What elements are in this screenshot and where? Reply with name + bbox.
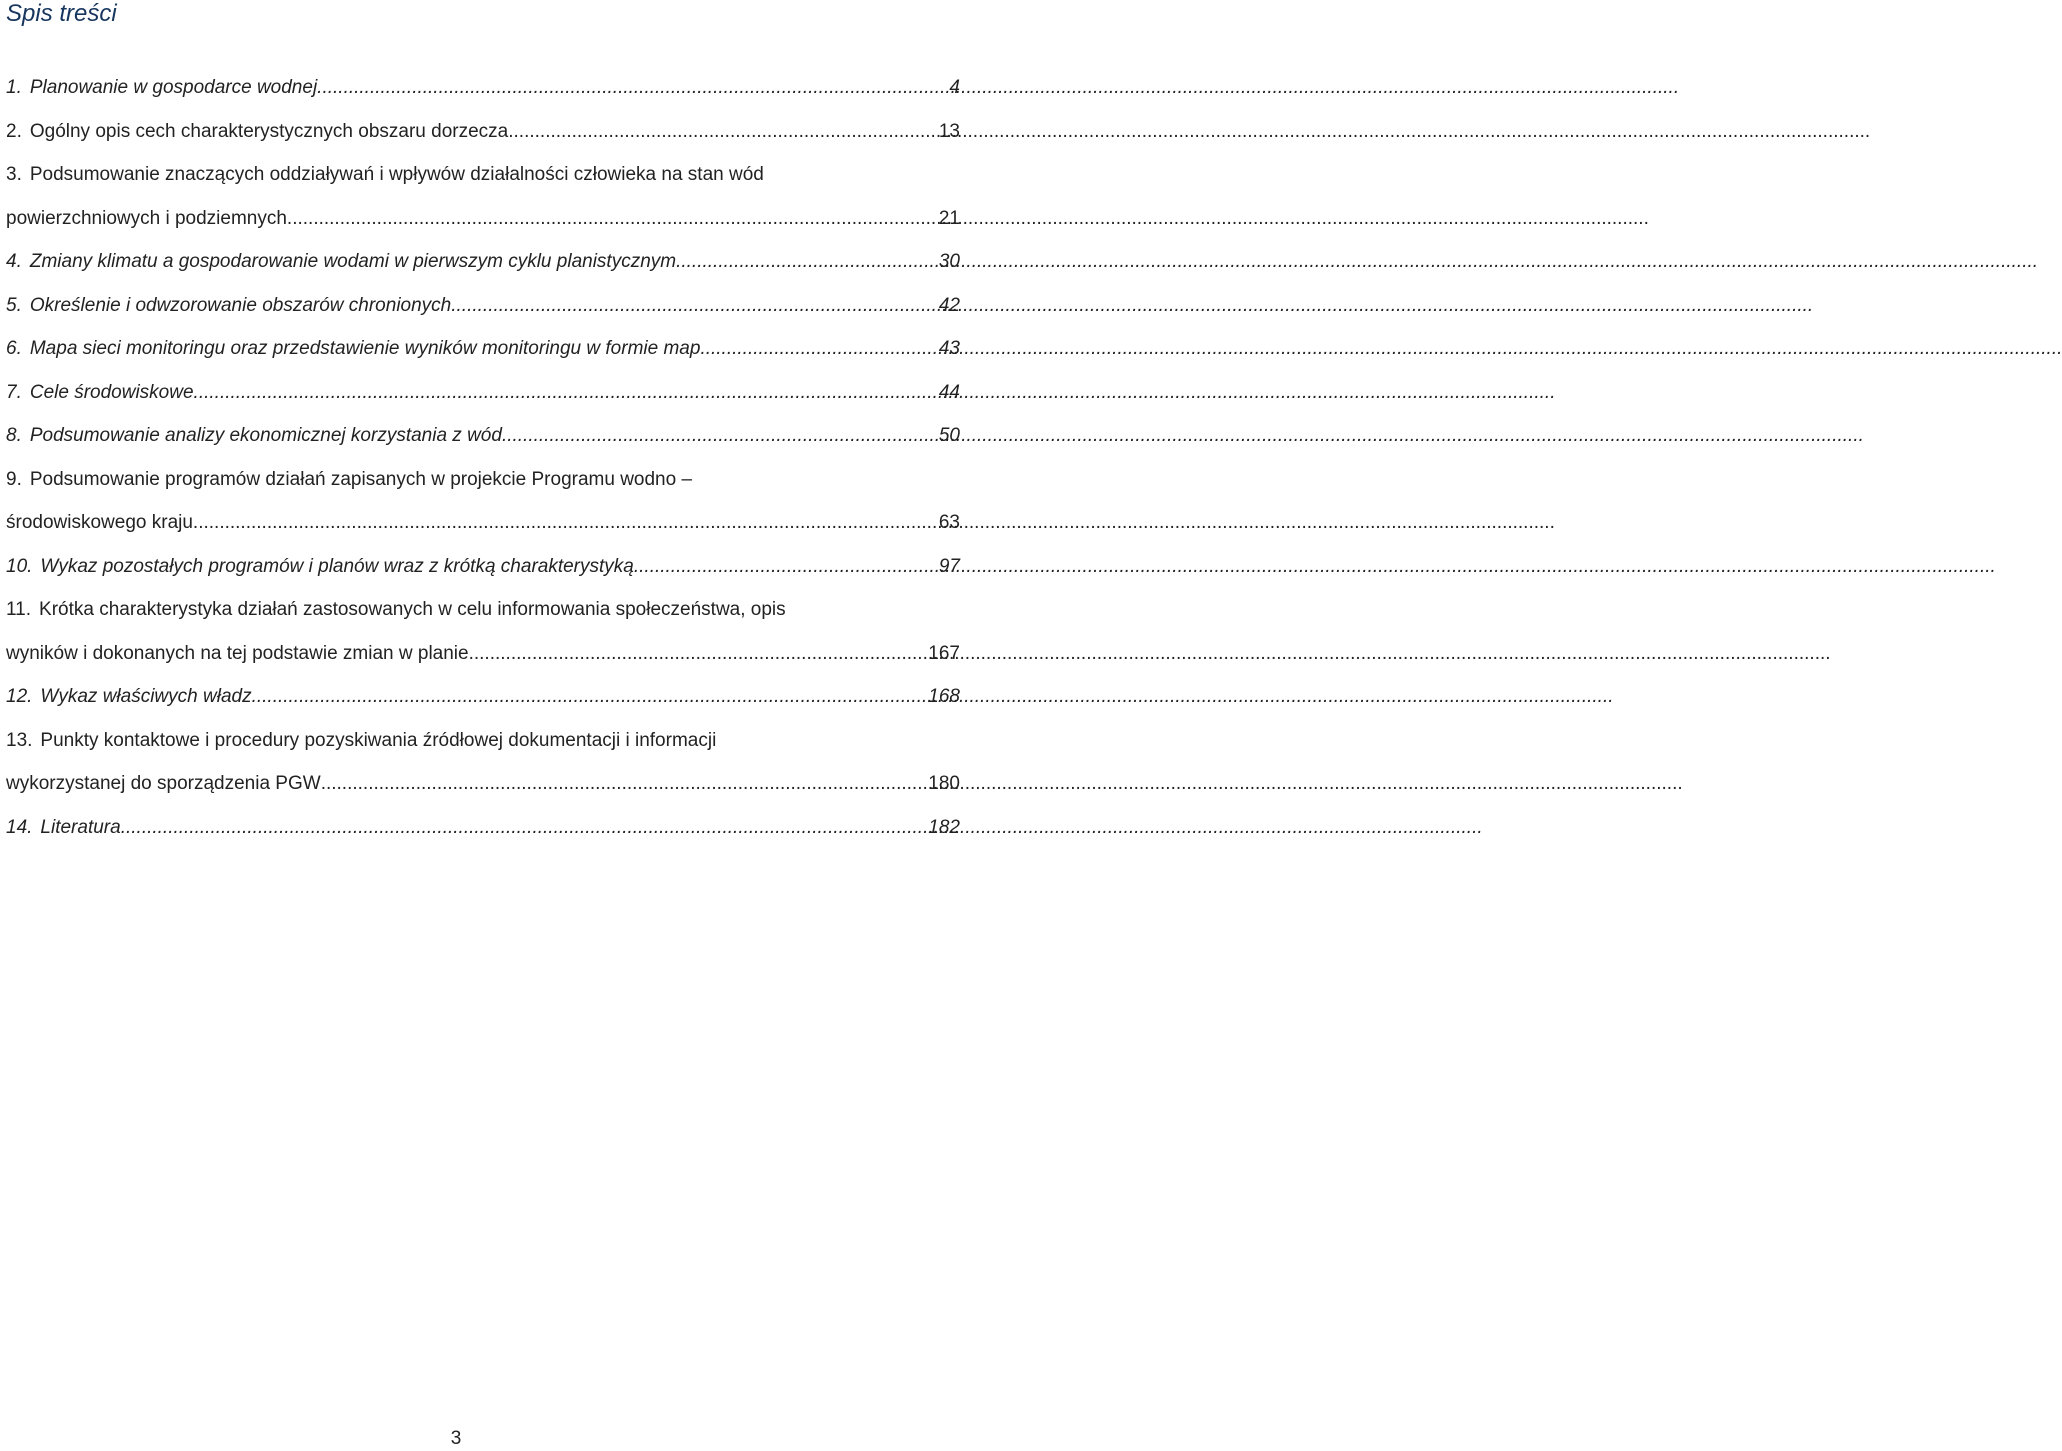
toc-entry-number: 1. xyxy=(6,77,22,98)
toc-entry-7[interactable] xyxy=(6,371,960,415)
toc-entry-number: 3. xyxy=(6,164,22,185)
toc-entry-number: 10. xyxy=(6,555,33,577)
toc-entry-4[interactable] xyxy=(6,240,960,284)
toc-entry-page: 13 xyxy=(938,120,960,142)
toc-entry-title: Planowanie w gospodarce wodnej xyxy=(29,77,318,98)
dot-leader xyxy=(508,110,938,154)
dot-leader xyxy=(121,806,928,850)
toc-entry-page: 167 xyxy=(928,642,960,664)
toc-entry-3[interactable] xyxy=(6,153,960,197)
toc-entry-title: Podsumowanie programów działań zapisanych w projekcie Programu wodno – xyxy=(29,468,693,490)
toc-entry-title-continuation: wyników i dokonanych na tej podstawie zmian w planie xyxy=(6,642,469,664)
toc-entry-number: 11. xyxy=(6,599,32,620)
toc-entry-title: Wykaz właściwych władz xyxy=(40,686,252,707)
toc-entry-page: 4 xyxy=(949,77,960,98)
toc-entry-page: 43 xyxy=(938,338,960,359)
toc-entry-number: 2. xyxy=(6,120,22,142)
toc-entry-title: Mapa sieci monitoringu oraz przedstawienie wyników monitoringu w formie map xyxy=(29,338,701,359)
toc-entry-page: 44 xyxy=(938,381,960,403)
toc-entry-3-continuation[interactable] xyxy=(6,197,960,241)
toc-entry-page: 97 xyxy=(938,555,960,577)
toc-entry-title: Ogólny opis cech charakterystycznych obszaru dorzecza xyxy=(29,120,509,142)
toc-entry-title: Zmiany klimatu a gospodarowanie wodami w pierwszym cyklu planistycznym xyxy=(29,251,677,272)
toc-entry-title-continuation: powierzchniowych i podziemnych xyxy=(6,207,287,229)
page-title: Spis treści xyxy=(6,0,117,27)
toc-entry-11-continuation[interactable] xyxy=(6,632,960,676)
toc-entry-title: Określenie i odwzorowanie obszarów chronionych xyxy=(29,294,452,316)
dot-leader xyxy=(321,762,928,806)
dot-leader xyxy=(287,197,938,241)
toc-entry-number: 4. xyxy=(6,251,22,272)
toc-entry-12[interactable] xyxy=(6,675,960,719)
toc-entry-number: 13. xyxy=(6,729,33,751)
dot-leader xyxy=(634,545,938,589)
toc-entry-10[interactable] xyxy=(6,545,960,589)
toc-entry-page: 182 xyxy=(928,816,960,838)
dot-leader xyxy=(469,632,928,676)
toc-entry-page: 30 xyxy=(938,251,960,272)
dot-leader xyxy=(700,327,937,371)
toc-entry-2[interactable] xyxy=(6,110,960,154)
toc-entry-title: Wykaz pozostałych programów i planów wraz z krótką charakterystyką xyxy=(40,555,634,577)
dot-leader xyxy=(676,240,938,284)
toc-entry-number: 5. xyxy=(6,294,22,316)
toc-entry-number: 7. xyxy=(6,381,22,403)
toc-entry-title: Punkty kontaktowe i procedury pozyskiwania źródłowej dokumentacji i informacji xyxy=(40,729,717,751)
toc-entry-1[interactable] xyxy=(6,66,960,110)
toc-entry-13[interactable] xyxy=(6,719,960,763)
toc-entry-title: Podsumowanie znaczących oddziaływań i wpływów działalności człowieka na stan wód xyxy=(29,164,764,185)
toc-entry-title: Literatura xyxy=(40,816,121,838)
toc-entry-number: 12. xyxy=(6,686,33,707)
page-number: 3 xyxy=(450,1428,462,1449)
toc-entry-number: 6. xyxy=(6,338,22,359)
dot-leader xyxy=(193,501,938,545)
dot-leader xyxy=(317,66,948,110)
table-of-contents xyxy=(6,66,960,849)
dot-leader xyxy=(252,675,928,719)
toc-entry-page: 21 xyxy=(938,207,960,229)
toc-entry-11[interactable] xyxy=(6,588,960,632)
toc-entry-page: 168 xyxy=(928,686,960,707)
toc-entry-title-continuation: wykorzystanej do sporządzenia PGW xyxy=(6,773,321,794)
toc-entry-title-continuation: środowiskowego kraju xyxy=(6,512,193,533)
toc-entry-title: Podsumowanie analizy ekonomicznej korzystania z wód xyxy=(29,425,502,446)
toc-entry-9-continuation[interactable] xyxy=(6,501,960,545)
toc-entry-14[interactable] xyxy=(6,806,960,850)
toc-entry-13-continuation[interactable] xyxy=(6,762,960,806)
toc-entry-title: Krótka charakterystyka działań zastosowanych w celu informowania społeczeństwa, opis xyxy=(39,599,786,620)
toc-entry-5[interactable] xyxy=(6,284,960,328)
dot-leader xyxy=(502,414,938,458)
dot-leader xyxy=(451,284,938,328)
toc-entry-8[interactable] xyxy=(6,414,960,458)
toc-entry-number: 8. xyxy=(6,425,22,446)
toc-entry-6[interactable] xyxy=(6,327,960,371)
toc-entry-page: 180 xyxy=(928,773,960,794)
toc-entry-page: 50 xyxy=(938,425,960,446)
dot-leader xyxy=(194,371,938,415)
toc-entry-number: 14. xyxy=(6,816,33,838)
toc-entry-page: 42 xyxy=(938,294,960,316)
toc-entry-page: 63 xyxy=(938,512,960,533)
toc-entry-number: 9. xyxy=(6,468,22,490)
toc-entry-title: Cele środowiskowe xyxy=(29,381,194,403)
toc-entry-9[interactable] xyxy=(6,458,960,502)
